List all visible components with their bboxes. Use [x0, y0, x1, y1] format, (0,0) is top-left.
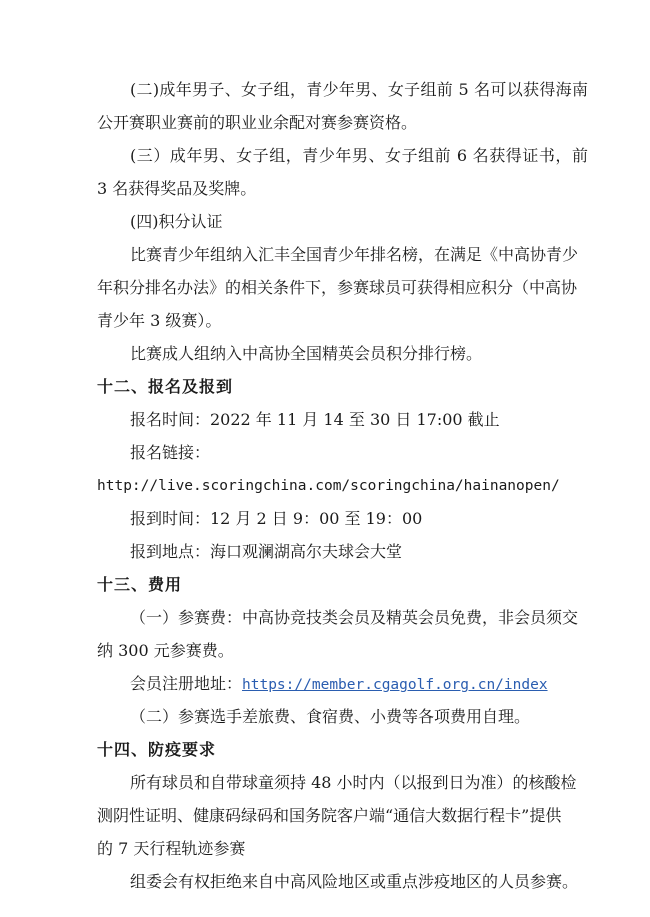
paragraph-line: 公开赛职业赛前的职业业余配对赛参赛资格。: [97, 113, 418, 132]
section-heading: 十三、费用: [97, 575, 183, 594]
paragraph-line: 年积分排名办法》的相关条件下，参赛球员可获得相应积分（中高协: [97, 278, 578, 297]
section-heading: 十二、报名及报到: [97, 377, 234, 396]
paragraph-line: (二)成年男子、女子组，青少年男、女子组前 5 名可以获得海南: [130, 80, 588, 99]
paragraph-line: （二）参赛选手差旅费、食宿费、小费等各项费用自理。: [130, 707, 531, 726]
paragraph-line: 组委会有权拒绝来自中高风险地区或重点涉疫地区的人员参赛。: [130, 872, 579, 891]
section-heading: 十四、防疫要求: [97, 740, 217, 759]
paragraph-line: 测阴性证明、健康码绿码和国务院客户端“通信大数据行程卡”提供: [97, 806, 562, 825]
member-registration-label: 会员注册地址：: [130, 674, 243, 693]
paragraph-line: 比赛青少年组纳入汇丰全国青少年排名榜，在满足《中高协青少: [130, 245, 579, 264]
checkin-time: 报到时间：12 月 2 日 9：00 至 19：00: [130, 509, 423, 528]
registration-link-label: 报名链接：: [130, 443, 211, 462]
subsection-title: (四)积分认证: [130, 212, 223, 231]
member-registration: [130, 674, 548, 695]
paragraph-line: 纳 300 元参赛费。: [97, 641, 234, 660]
checkin-location: 报到地点：海口观澜湖高尔夫球会大堂: [130, 542, 403, 561]
paragraph-line: 的 7 天行程轨迹参赛: [97, 839, 246, 858]
paragraph-line: 青少年 3 级赛）。: [97, 311, 222, 330]
paragraph-line: 3 名获得奖品及奖牌。: [97, 179, 257, 198]
paragraph-line: 比赛成人组纳入中高协全国精英会员积分排行榜。: [130, 344, 483, 363]
paragraph-line: (三）成年男、女子组，青少年男、女子组前 6 名获得证书，前: [130, 146, 588, 165]
member-registration-link[interactable]: https://member.cgagolf.org.cn/index: [242, 677, 548, 693]
registration-url[interactable]: http://live.scoringchina.com/scoringchina/hainanopen/: [97, 478, 560, 494]
paragraph-line: （一）参赛费：中高协竞技类会员及精英会员免费，非会员须交: [130, 608, 579, 627]
paragraph-line: 所有球员和自带球童须持 48 小时内（以报到日为准）的核酸检: [130, 773, 577, 792]
registration-time: 报名时间：2022 年 11 月 14 至 30 日 17:00 截止: [130, 410, 500, 429]
